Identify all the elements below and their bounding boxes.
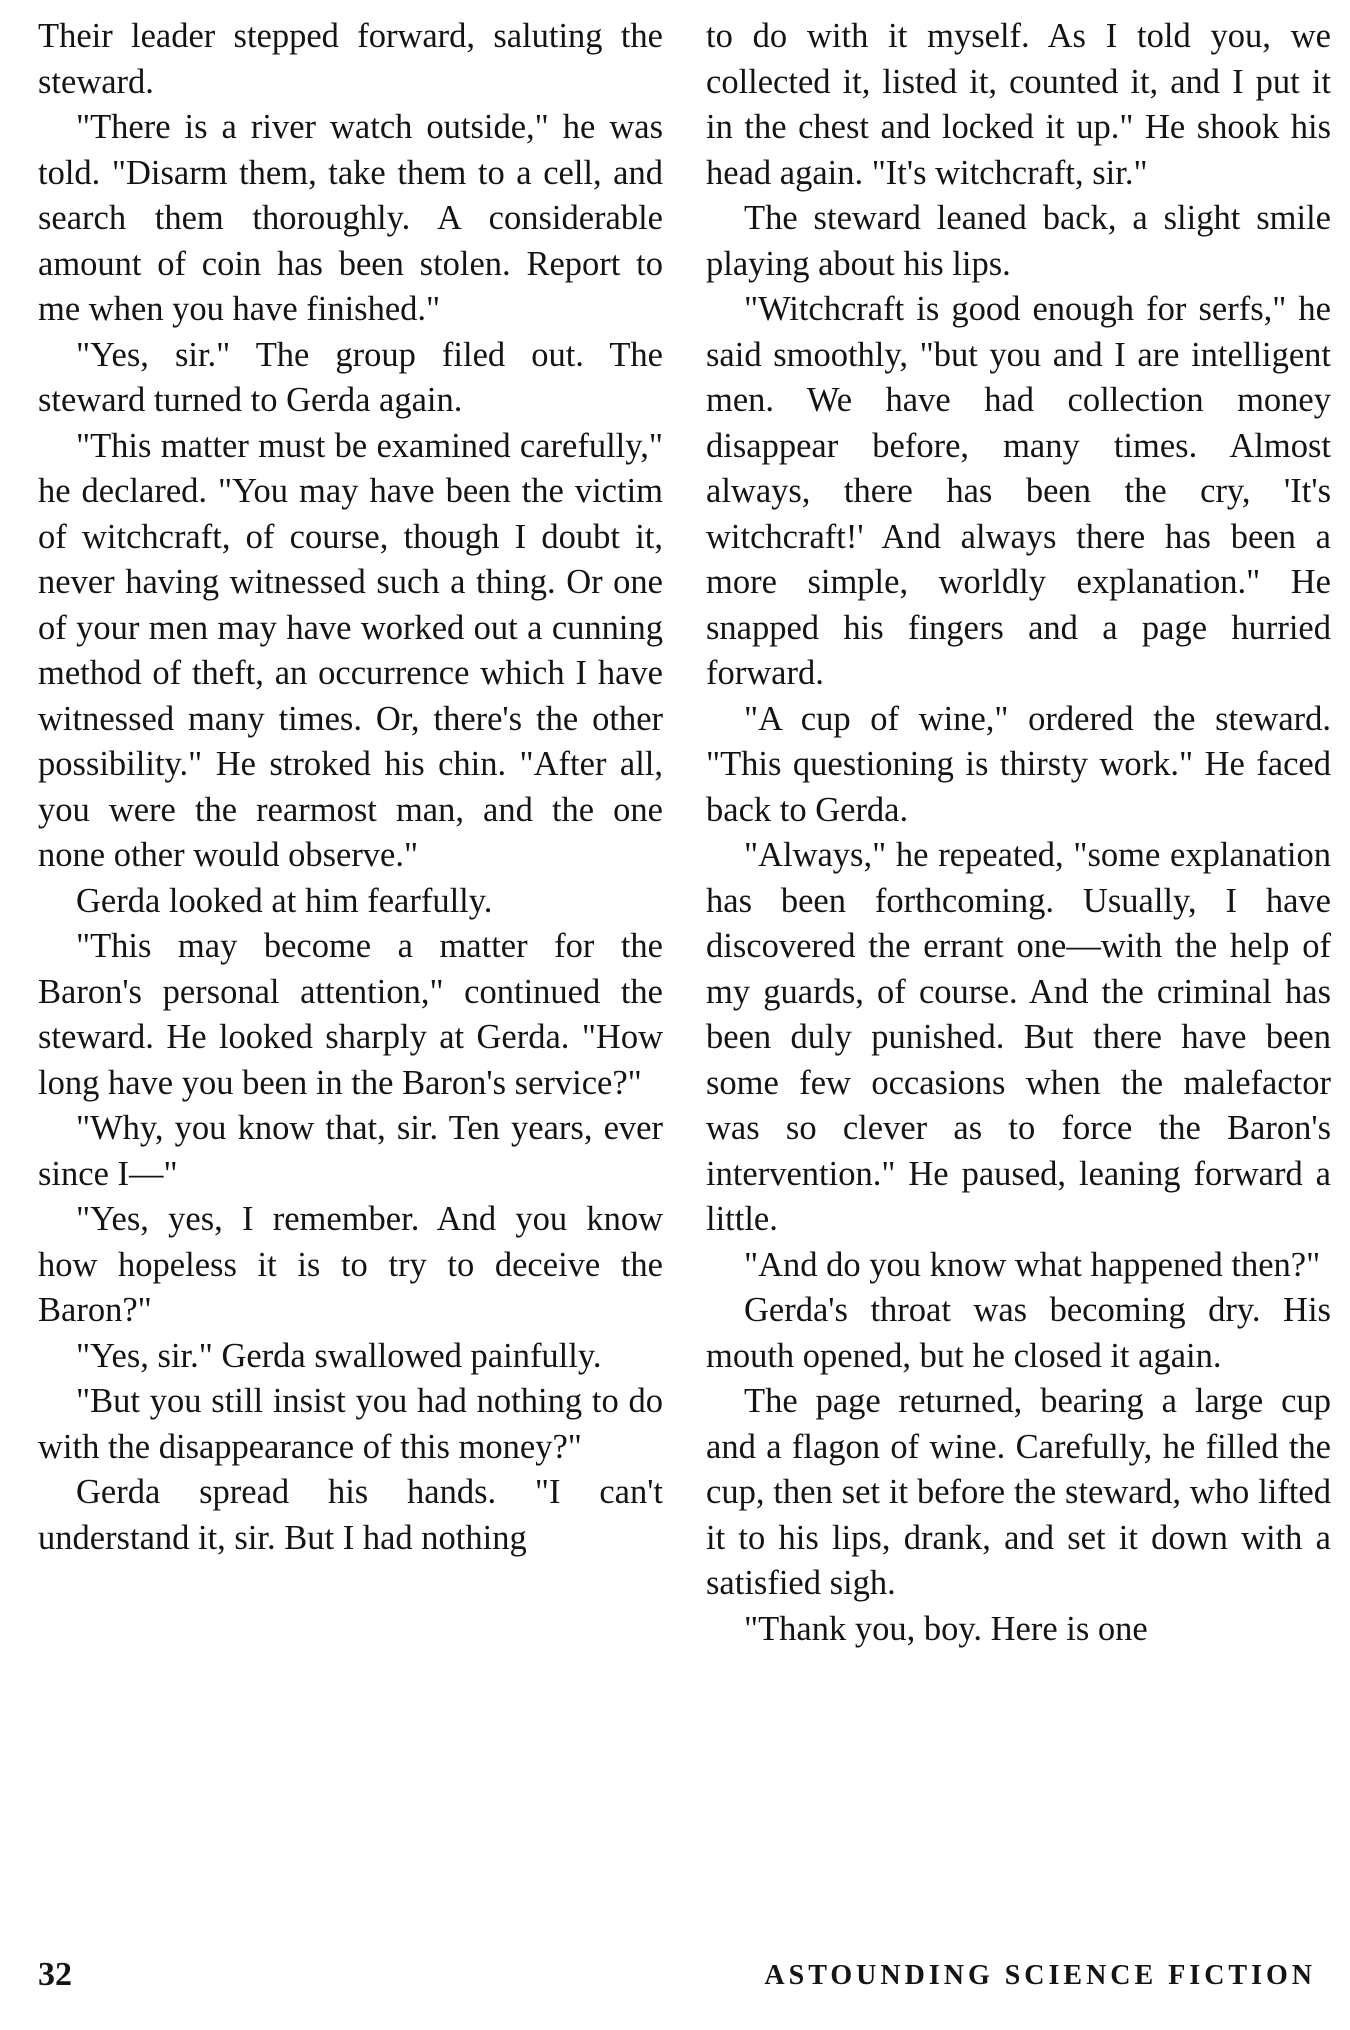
paragraph: Gerda's throat was becoming dry. His mouth opened, but he closed it again.	[706, 1291, 1331, 1375]
paragraph: "Why, you know that, sir. Ten years, ever since I—"	[38, 1109, 663, 1193]
paragraph: "This matter must be examined carefully," he declared. "You may have been the victim of witchcraft, of course, though I doubt it, never having witnessed such a thing. Or one of your men may have worked out a cunning method of theft, an occurrence which I have witnessed many times. Or, there's the other possibility." He stroked his chin. "After all, you were the rearmost man, and the one none other would observe."	[38, 426, 663, 874]
paragraph: The steward leaned back, a slight smile playing about his lips.	[706, 199, 1331, 283]
paragraph: "But you still insist you had nothing to do with the disappearance of this money?"	[38, 1382, 663, 1466]
paragraph: "Always," he repeated, "some explanation has been forthcoming. Usually, I have discovered the errant one—with the help of my guards, of course. And the criminal has been duly punished. But there have been some few occasions when the malefactor was so clever as to force the Baron's intervention." He paused, leaning forward a little.	[706, 836, 1331, 1238]
paragraph: "Yes, sir." Gerda swallowed painfully.	[76, 1336, 602, 1375]
paragraph: "Thank you, boy. Here is one	[744, 1609, 1148, 1648]
paragraph: Their leader stepped forward, saluting the steward.	[38, 17, 663, 101]
paragraph: Gerda looked at him fearfully.	[76, 881, 493, 920]
paragraph: "Yes, sir." The group filed out. The steward turned to Gerda again.	[38, 335, 663, 419]
running-title: ASTOUNDING SCIENCE FICTION	[764, 1960, 1316, 1991]
page-number: 32	[38, 1956, 72, 1993]
right-column	[706, 14, 1331, 1652]
page-footer	[38, 1956, 1316, 1996]
paragraph: "A cup of wine," ordered the steward. "This questioning is thirsty work." He faced back to Gerda.	[706, 699, 1331, 829]
paragraph: Gerda spread his hands. "I can't understand it, sir. But I had nothing	[38, 1473, 663, 1557]
paragraph: "There is a river watch outside," he was told. "Disarm them, take them to a cell, and search them thoroughly. A considerable amount of coin has been stolen. Report to me when you have finished."	[38, 108, 663, 328]
paragraph: "Witchcraft is good enough for serfs," he said smoothly, "but you and I are intelligent men. We have had collection money disappear before, many times. Almost always, there has been the cry, 'It's witchcraft!' And always there has been a more simple, worldly explanation." He snapped his fingers and a page hurried forward.	[706, 290, 1331, 692]
left-column	[38, 14, 663, 1561]
paragraph: "And do you know what happened then?"	[744, 1245, 1321, 1284]
paragraph: "This may become a matter for the Baron's personal attention," continued the steward. He looked sharply at Gerda. "How long have you been in the Baron's service?"	[38, 927, 663, 1102]
paragraph-continued: to do with it myself. As I told you, we collected it, listed it, counted it, and I put it in the chest and locked it up." He shook his head again. "It's witchcraft, sir."	[706, 17, 1331, 192]
paragraph: "Yes, yes, I remember. And you know how hopeless it is to try to deceive the Baron?"	[38, 1200, 663, 1329]
paragraph: The page returned, bearing a large cup and a flagon of wine. Carefully, he filled the cup, then set it before the steward, who lifted it to his lips, drank, and set it down with a satisfied sigh.	[706, 1382, 1331, 1602]
